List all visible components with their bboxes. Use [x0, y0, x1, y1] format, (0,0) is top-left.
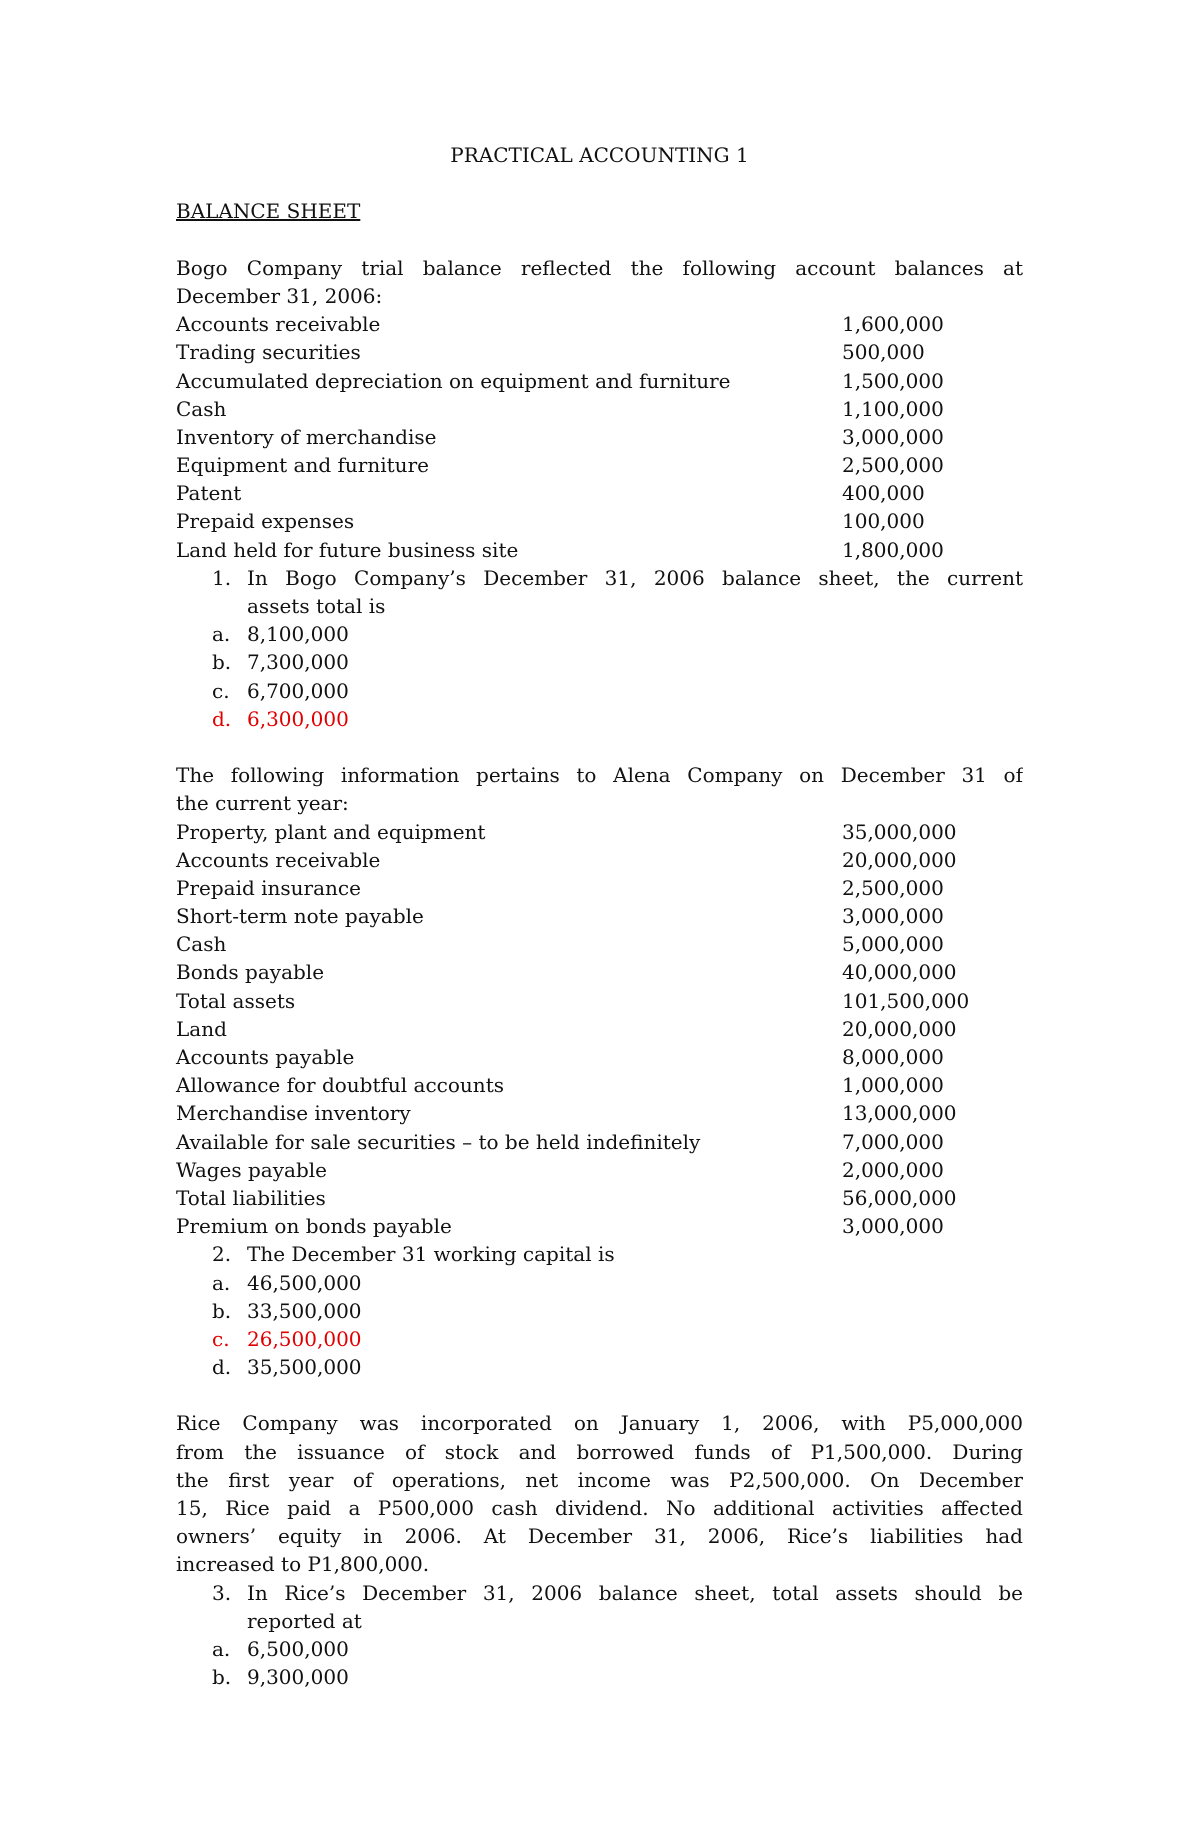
account-amount: 20,000,000	[842, 847, 957, 872]
account-row	[176, 1043, 1023, 1071]
account-amount: 7,000,000	[842, 1129, 944, 1154]
account-label: Merchandise inventory	[176, 1101, 411, 1126]
answer-option	[176, 620, 1023, 648]
account-row	[176, 395, 1023, 423]
account-amount: 2,000,000	[842, 1157, 944, 1182]
account-row	[176, 507, 1023, 535]
answer-option	[176, 1635, 1023, 1663]
account-row	[176, 423, 1023, 451]
account-amount: 40,000,000	[842, 960, 957, 985]
account-row	[176, 536, 1023, 564]
answer-option-correct	[176, 1325, 1023, 1353]
option-letter: d.	[212, 1355, 232, 1380]
option-value: 7,300,000	[247, 650, 349, 675]
intro-line: from the issuance of stock and borrowed funds of P1,500,000. During	[176, 1439, 1023, 1464]
problem-2	[176, 761, 1023, 1381]
option-value: 26,500,000	[247, 1326, 362, 1351]
account-amount: 3,000,000	[842, 904, 944, 929]
option-value: 35,500,000	[247, 1355, 362, 1380]
answer-option	[176, 648, 1023, 676]
option-value: 9,300,000	[247, 1665, 349, 1690]
question-number: 3.	[212, 1580, 232, 1605]
account-amount: 500,000	[842, 340, 925, 365]
account-amount: 400,000	[842, 481, 925, 506]
answer-option	[176, 1353, 1023, 1381]
intro-line: The following information pertains to Alena Company on December 31 of	[176, 763, 1023, 788]
question-line	[176, 1579, 1023, 1607]
intro-line: Rice Company was incorporated on January 1, 2006, with P5,000,000	[176, 1411, 1023, 1436]
account-label: Land	[176, 1016, 227, 1041]
blank-line	[176, 226, 1023, 254]
account-amount: 56,000,000	[842, 1185, 957, 1210]
section-heading: BALANCE SHEET	[176, 199, 361, 224]
account-label: Total assets	[176, 988, 296, 1013]
account-label: Trading securities	[176, 340, 361, 365]
account-amount: 35,000,000	[842, 819, 957, 844]
account-label: Cash	[176, 396, 227, 421]
account-row	[176, 930, 1023, 958]
account-row	[176, 1071, 1023, 1099]
answer-option	[176, 1269, 1023, 1297]
account-label: Accumulated depreciation on equipment and furniture	[176, 368, 731, 393]
account-label: Inventory of merchandise	[176, 424, 437, 449]
account-row	[176, 1015, 1023, 1043]
account-amount: 1,800,000	[842, 537, 944, 562]
problem-1	[176, 254, 1023, 733]
account-label: Available for sale securities – to be held indefinitely	[176, 1129, 701, 1154]
account-label: Total liabilities	[176, 1185, 326, 1210]
account-row	[176, 958, 1023, 986]
option-value: 6,300,000	[247, 706, 349, 731]
question-text: In Bogo Company’s December 31, 2006 balance sheet, the current	[247, 565, 1023, 590]
option-letter: d.	[212, 706, 232, 731]
account-label: Patent	[176, 481, 242, 506]
account-amount: 2,500,000	[842, 453, 944, 478]
account-row	[176, 367, 1023, 395]
account-row	[176, 874, 1023, 902]
account-label: Bonds payable	[176, 960, 325, 985]
account-row	[176, 479, 1023, 507]
blank-line	[176, 1381, 1023, 1409]
option-letter: b.	[212, 1665, 232, 1690]
option-value: 6,500,000	[247, 1636, 349, 1661]
account-label: Equipment and furniture	[176, 453, 429, 478]
account-row	[176, 846, 1023, 874]
account-row	[176, 1156, 1023, 1184]
account-label: Short-term note payable	[176, 904, 424, 929]
account-amount: 1,600,000	[842, 312, 944, 337]
account-row	[176, 1212, 1023, 1240]
option-value: 33,500,000	[247, 1298, 362, 1323]
account-row	[176, 338, 1023, 366]
option-letter: a.	[212, 1270, 231, 1295]
account-row	[176, 987, 1023, 1015]
question-line	[176, 1240, 1023, 1268]
account-label: Prepaid insurance	[176, 875, 361, 900]
account-amount: 13,000,000	[842, 1101, 957, 1126]
blank-line	[176, 169, 1023, 197]
account-amount: 20,000,000	[842, 1016, 957, 1041]
answer-option	[176, 1663, 1023, 1691]
account-label: Allowance for doubtful accounts	[176, 1073, 504, 1098]
problem-3	[176, 1409, 1023, 1691]
answer-option	[176, 1297, 1023, 1325]
option-letter: c.	[212, 678, 230, 703]
document-title: PRACTICAL ACCOUNTING 1	[450, 143, 749, 167]
account-label: Cash	[176, 932, 227, 957]
answer-option	[176, 677, 1023, 705]
document-page	[176, 141, 1023, 1691]
question-text: The December 31 working capital is	[247, 1242, 615, 1267]
question-text: assets total is	[247, 594, 386, 618]
account-row	[176, 1184, 1023, 1212]
question-number: 1.	[212, 565, 232, 590]
option-letter: b.	[212, 1298, 232, 1323]
intro-line: owners’ equity in 2006. At December 31, 2006, Rice’s liabilities had	[176, 1524, 1023, 1549]
answer-option-correct	[176, 705, 1023, 733]
option-letter: a.	[212, 1636, 231, 1661]
intro-line: Bogo Company trial balance reflected the following account balances at	[176, 255, 1023, 280]
account-amount: 3,000,000	[842, 424, 944, 449]
account-label: Premium on bonds payable	[176, 1214, 452, 1239]
problems	[176, 254, 1023, 1692]
account-label: Prepaid expenses	[176, 509, 355, 534]
account-row	[176, 902, 1023, 930]
intro-line: December 31, 2006:	[176, 283, 383, 308]
account-amount: 3,000,000	[842, 1214, 944, 1239]
account-label: Property, plant and equipment	[176, 819, 486, 844]
intro-line: the first year of operations, net income was P2,500,000. On December	[176, 1467, 1023, 1492]
question-line	[176, 1607, 1023, 1635]
intro-line: the current year:	[176, 791, 349, 816]
account-label: Accounts payable	[176, 1045, 355, 1069]
account-amount: 1,100,000	[842, 396, 944, 421]
account-amount: 1,000,000	[842, 1073, 944, 1098]
option-letter: b.	[212, 650, 232, 675]
account-row	[176, 1099, 1023, 1127]
account-row	[176, 310, 1023, 338]
option-value: 46,500,000	[247, 1270, 362, 1295]
question-line	[176, 564, 1023, 592]
blank-line	[176, 733, 1023, 761]
account-label: Land held for future business site	[176, 537, 519, 562]
option-value: 8,100,000	[247, 622, 349, 647]
account-label: Wages payable	[176, 1157, 327, 1182]
account-amount: 1,500,000	[842, 368, 944, 393]
intro-line: increased to P1,800,000.	[176, 1552, 430, 1577]
option-letter: a.	[212, 622, 231, 647]
option-letter: c.	[212, 1326, 230, 1351]
account-row	[176, 451, 1023, 479]
question-line	[176, 592, 1023, 620]
question-number: 2.	[212, 1242, 232, 1267]
account-amount: 8,000,000	[842, 1045, 944, 1069]
account-amount: 100,000	[842, 509, 925, 534]
question-text: In Rice’s December 31, 2006 balance sheet, total assets should be	[247, 1580, 1023, 1605]
account-amount: 2,500,000	[842, 875, 944, 900]
option-value: 6,700,000	[247, 678, 349, 703]
account-label: Accounts receivable	[176, 312, 381, 337]
account-row	[176, 818, 1023, 846]
question-text: reported at	[247, 1608, 362, 1633]
account-label: Accounts receivable	[176, 847, 381, 872]
account-row	[176, 1128, 1023, 1156]
account-amount: 101,500,000	[842, 988, 970, 1013]
account-amount: 5,000,000	[842, 932, 944, 957]
intro-line: 15, Rice paid a P500,000 cash dividend. No additional activities affected	[176, 1496, 1023, 1520]
